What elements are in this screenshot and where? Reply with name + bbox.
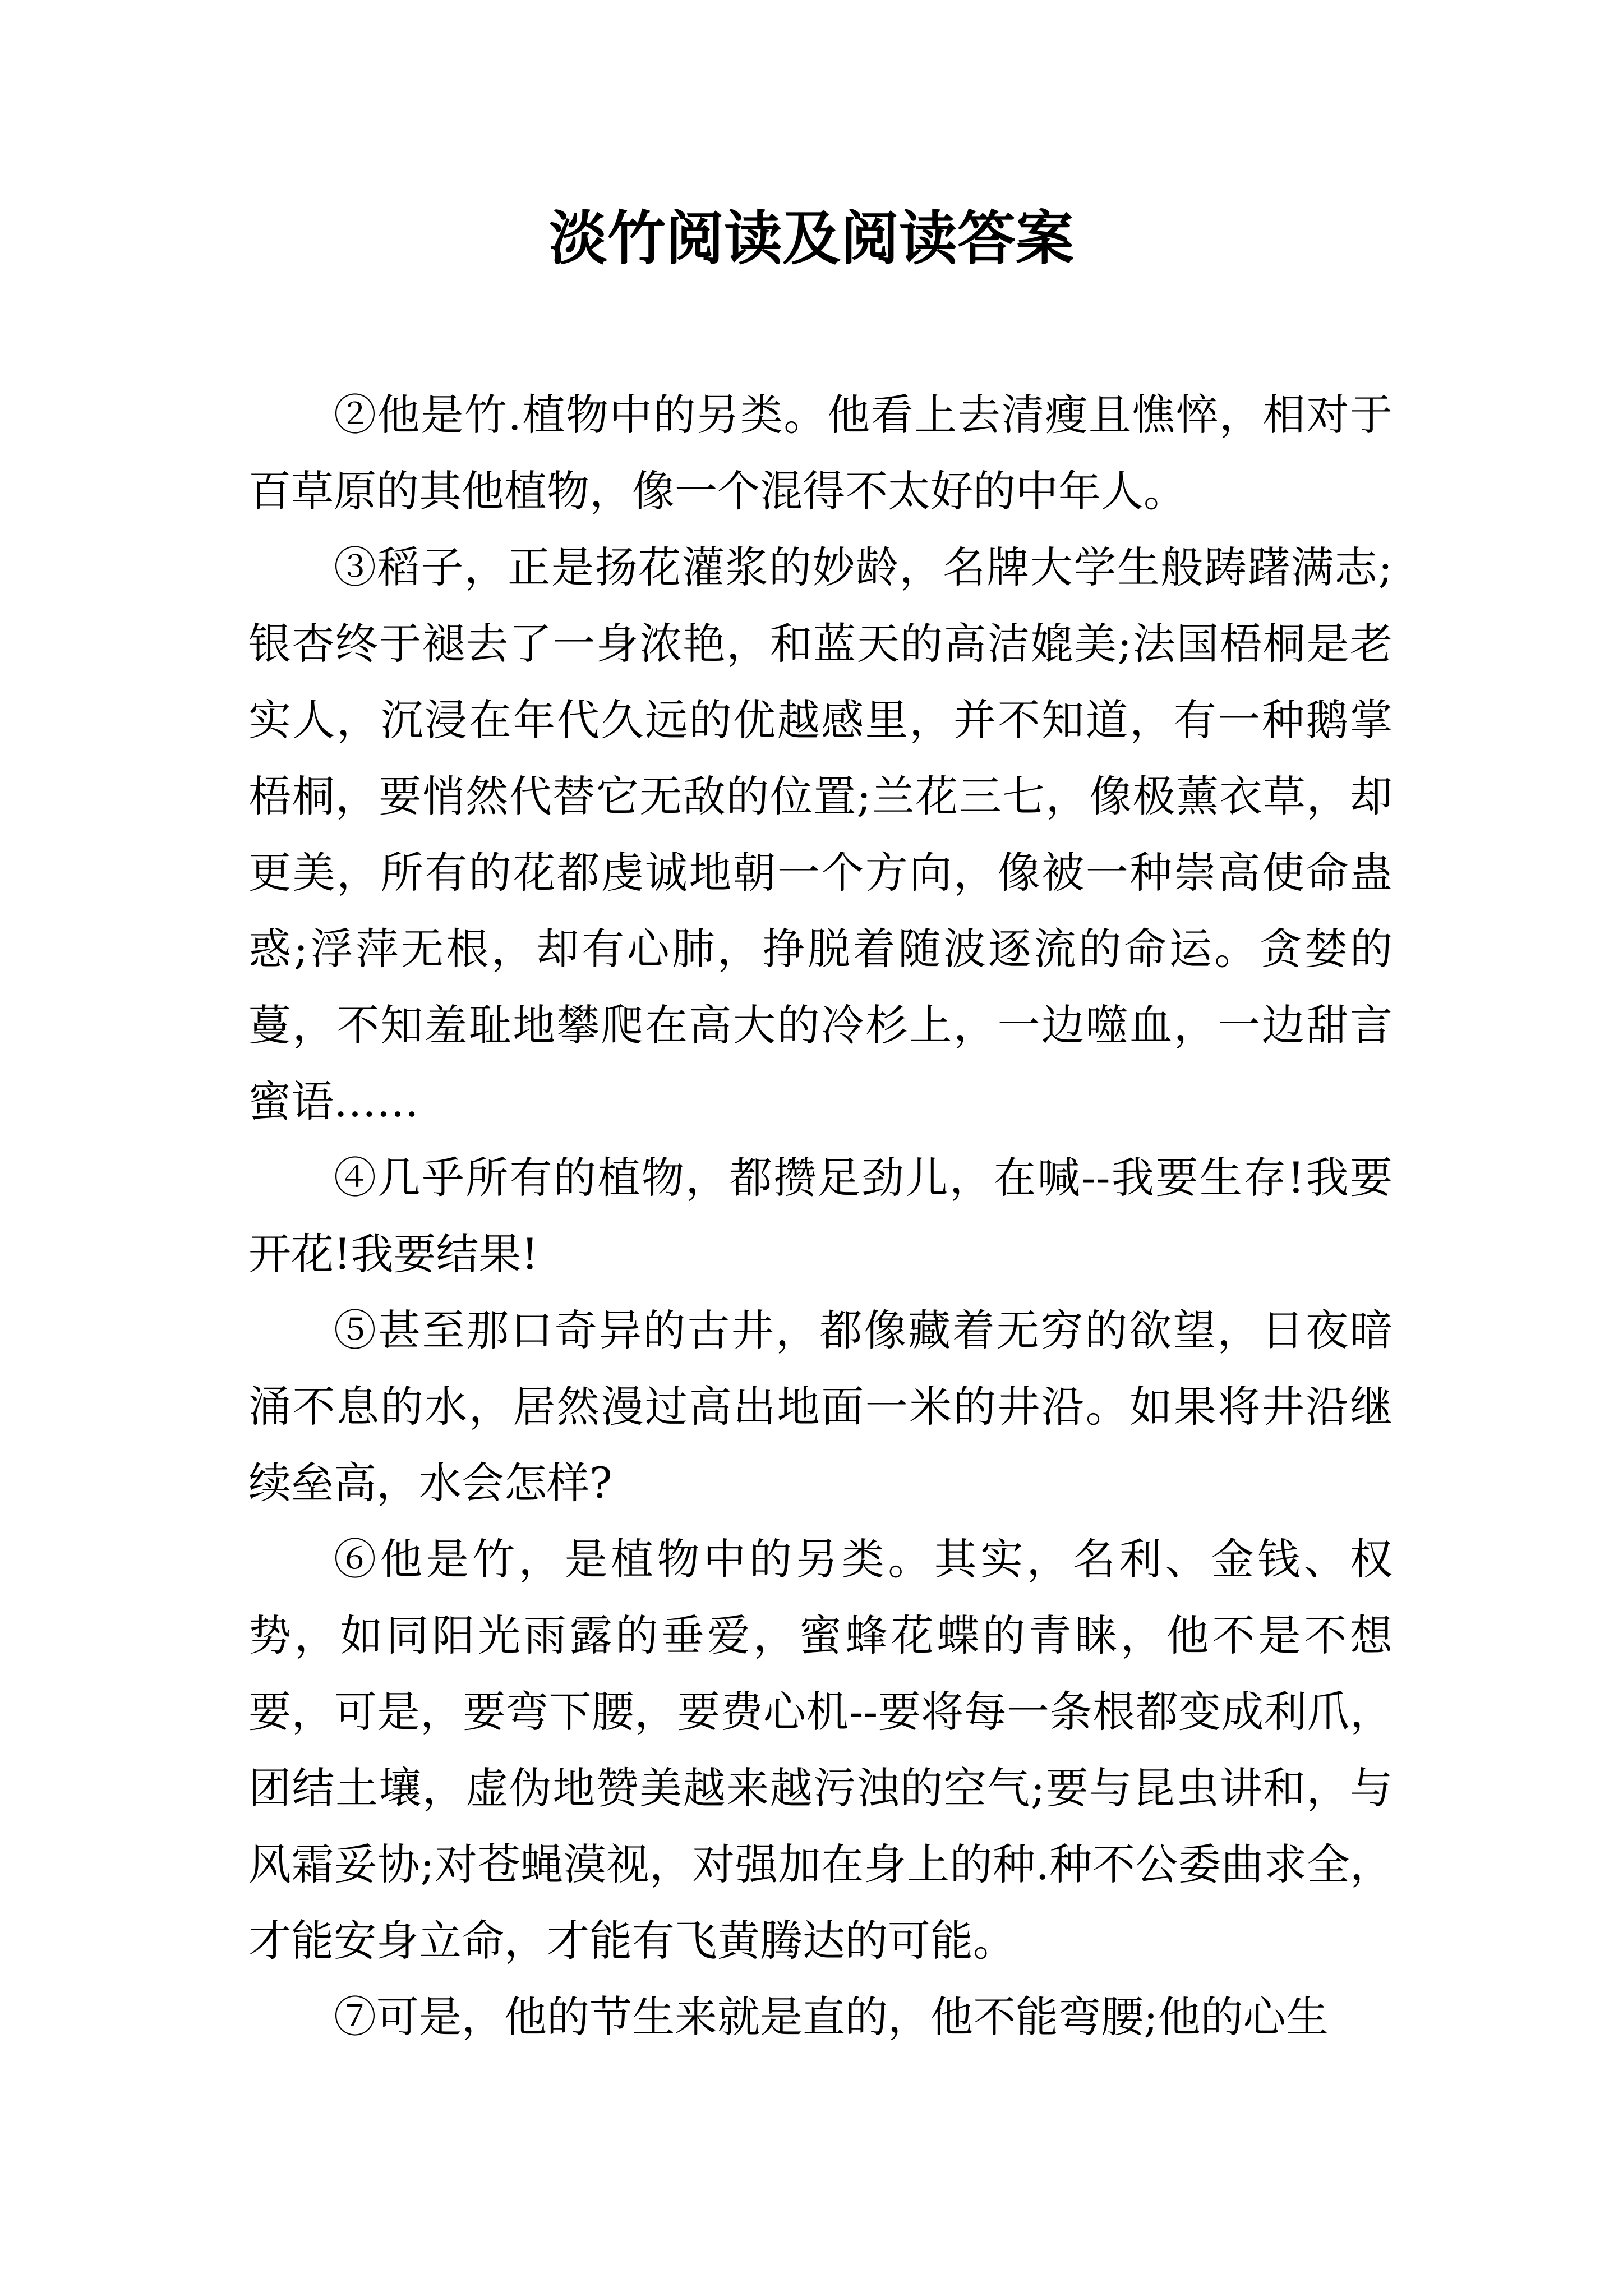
paragraph-2: ②他是竹.植物中的另类。他看上去清瘦且憔悴，相对于百草原的其他植物，像一个混得不太好的中年人。 (248, 390, 1393, 516)
paragraph-7: ⑦可是，他的节生来就是直的，他不能弯腰;他的心生 (334, 1992, 1329, 2042)
paragraph-5: ⑤甚至那口奇异的古井，都像藏着无穷的欲望，日夜暗涌不息的水，居然漫过高出地面一米的井沿。如果将井沿继续垒高，水会怎样? (248, 1305, 1393, 1508)
document-body (248, 377, 1393, 2055)
page-title: 淡竹阅读及阅读答案 (548, 204, 1074, 273)
paragraph-6: ⑥他是竹，是植物中的另类。其实，名利、金钱、权势，如同阳光雨露的垂爱，蜜蜂花蝶的青睐，他不是不想要，可是，要弯下腰，要费心机--要将每一条根都变成利爪，团结土壤，虚伪地赞美越来越污浊的空气;要与昆虫讲和，与风霜妥协;对苍蝇漠视，对强加在身上的种.种不公委曲求全，才能安身立命，才能有飞黄腾达的可能。 (248, 1534, 1393, 1966)
paragraph-4: ④几乎所有的植物，都攒足劲儿，在喊--我要生存!我要开花!我要结果! (248, 1153, 1393, 1279)
paragraph-3: ③稻子，正是扬花灌浆的妙龄，名牌大学生般踌躇满志;银杏终于褪去了一身浓艳，和蓝天的高洁媲美;法国梧桐是老实人，沉浸在年代久远的优越感里，并不知道，有一种鹅掌梧桐，要悄然代替它无敌的位置;兰花三七，像极薰衣草，却更美，所有的花都虔诚地朝一个方向，像被一种崇高使命蛊惑;浮萍无根，却有心肺，挣脱着随波逐流的命运。贪婪的蔓，不知羞耻地攀爬在高大的冷杉上，一边噬血，一边甜言蜜语…… (248, 542, 1393, 1126)
